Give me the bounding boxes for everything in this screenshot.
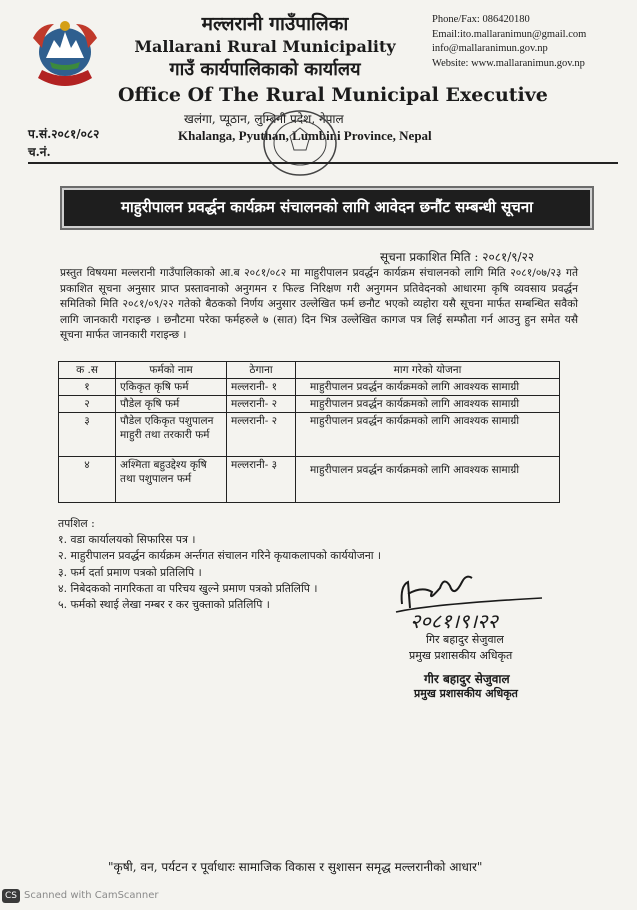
reference-number: प.सं.२०८१/०८२: [28, 127, 100, 141]
header-divider: [28, 162, 618, 164]
email-primary: Email:ito.mallaranimun@gmail.com: [432, 28, 587, 40]
table-row: [59, 379, 560, 396]
cell-sn: ४: [59, 457, 116, 503]
signatory-name: गिर बहादुर सेजुवाल: [426, 633, 504, 646]
email-secondary: info@mallaranimun.gov.np: [432, 43, 548, 54]
cell-location: मल्लरानी- २: [227, 413, 296, 457]
phone-fax: Phone/Fax: 086420180: [432, 14, 530, 25]
attachments-heading: तपशिल :: [58, 517, 95, 530]
website: Website: www.mallaranimun.gov.np: [432, 57, 585, 69]
table-row: [59, 396, 560, 413]
attachments-list: [58, 516, 381, 613]
cell-request: माहुरीपालन प्रवर्द्धन कार्यक्रमको लागि आवश्यक सामाग्री: [296, 379, 560, 396]
col-header-requested-scheme: माग गरेको योजना: [296, 362, 560, 379]
office-name-ne: गाउँ कार्यपालिकाको कार्यालय: [169, 59, 361, 80]
list-item: ४. निबेदकको नागरिकता वा परिचय खुल्ने प्रमाण पत्रको प्रतिलिपि ।: [58, 581, 318, 595]
cell-sn: १: [59, 379, 116, 396]
cell-location: मल्लरानी- १: [227, 379, 296, 396]
list-item: २. माहुरीपालन प्रवर्द्धन कार्यक्रम अर्न्तगत संचालन गरिने कृयाकलापको कार्ययोजना ।: [58, 549, 382, 563]
col-header-sn: क .स: [59, 362, 116, 379]
list-item: ५. फर्मको स्थाई लेखा नम्बर र कर चुक्ताको प्रतिलिपि ।: [58, 598, 270, 612]
signatory-name-stamp: गीर बहादुर सेजुवाल: [424, 672, 510, 686]
municipality-name-ne: मल्लरानी गाउँपालिका: [201, 13, 349, 35]
cell-request: माहुरीपालन प्रवर्द्धन कार्यक्रमको लागि आवश्यक सामाग्री: [296, 396, 560, 413]
col-header-firm-name: फर्मको नाम: [116, 362, 227, 379]
scanner-watermark: [2, 889, 159, 903]
list-item: ३. फर्म दर्ता प्रमाण पत्रको प्रतिलिपि ।: [58, 565, 202, 579]
office-stamp-icon: [260, 106, 340, 180]
footer-motto: "कृषी, वन, पर्यटन र पूर्वाधारः सामाजिक विकास र सुशासन समृद्ध मल्लरानीको आधार": [108, 860, 483, 874]
address-en: Khalanga, Pyuthan, Lumbini Province, Nepal: [178, 128, 432, 143]
dispatch-number: च.नं.: [28, 145, 51, 159]
cell-request: माहुरीपालन प्रवर्द्धन कार्यक्रमको लागि आवश्यक सामाग्री: [296, 413, 560, 457]
municipality-header: [110, 12, 480, 82]
table-header-row: [59, 362, 560, 379]
address-ne: खलंगा, प्यूठान, लुम्बिनी प्रदेश, नेपाल: [184, 112, 344, 126]
col-header-location: ठेगाना: [227, 362, 296, 379]
cell-location: मल्लरानी- २: [227, 396, 296, 413]
signature-date: २०८१।९।२२: [410, 609, 498, 633]
notice-title-banner: [60, 186, 594, 230]
contact-info: [432, 13, 586, 71]
office-title-en: Office Of The Rural Municipal Executive: [118, 84, 548, 106]
cell-firm-name: एकिकृत कृषि फर्म: [116, 379, 227, 396]
cell-location: मल्लरानी- ३: [227, 457, 296, 503]
cell-firm-name: पौडेल एकिकृत पशुपालन माहुरी तथा तरकारी फर्म: [116, 413, 227, 457]
cell-sn: २: [59, 396, 116, 413]
table-row: [59, 413, 560, 457]
cell-firm-name: पौडेल कृषि फर्म: [116, 396, 227, 413]
published-date: सूचना प्रकाशित मिति : २०८१/९/२२: [380, 250, 535, 264]
cell-request: माहुरीपालन प्रवर्द्धन कार्यक्रमको लागि आवश्यक सामाग्री: [296, 457, 560, 503]
signatory-title-stamp: प्रमुख प्रशासकीय अधिकृत: [414, 687, 518, 700]
cell-sn: ३: [59, 413, 116, 457]
notice-body: प्रस्तुत विषयमा मल्लरानी गाउँपालिकाको आ.ब २०८१/०८२ मा माहुरीपालन प्रवर्द्धन कार्यक्रम संचालनको लागि मिति २०८१/०७/२३ गते प्रकाशित सूचना अनुसार प्राप्त प्रस्तावनाको अनुगमन र फिल्ड निरिक्षण गरी अनुगमन प्रतिवेदनको आधारमा कृषि व्यवसाय प्रवर्द्धन समितिको मिति २०८१/०९/२२ गतेको बैठकको निर्णय अनुसार उल्लेखित फर्म छनौट भएको व्यहोरा यसै सूचना मार्फत सम्बन्धित सवैको लागि जानकारी गराइन्छ । छनौटमा परेका फर्महरुले ७ (सात) दिन भित्र उल्लेखित कागज पत्र लिई सम्फौता गर्न आउनु हुन समेत यसै सूचना मार्फत जानकारी गराइन्छ ।: [60, 267, 578, 342]
table-row: [59, 457, 560, 503]
list-item: १. वडा कार्यालयको सिफारिस पत्र ।: [58, 533, 196, 547]
scanner-label: Scanned with CamScanner: [24, 890, 159, 901]
municipality-name-en: Mallarani Rural Municipality: [134, 37, 396, 56]
handwritten-signature-icon: [392, 568, 552, 636]
notice-title: माहुरीपालन प्रवर्द्धन कार्यक्रम संचालनको लागि आवेदन छनौंट सम्बन्धी सूचना: [120, 198, 534, 216]
camscanner-logo-icon: CS: [2, 889, 20, 903]
selected-firms-table: [58, 361, 560, 503]
cell-firm-name: अश्मिता बहुउद्देश्य कृषि तथा पशुपालन फर्म: [116, 457, 227, 503]
signatory-title: प्रमुख प्रशासकीय अधिकृत: [409, 649, 513, 662]
